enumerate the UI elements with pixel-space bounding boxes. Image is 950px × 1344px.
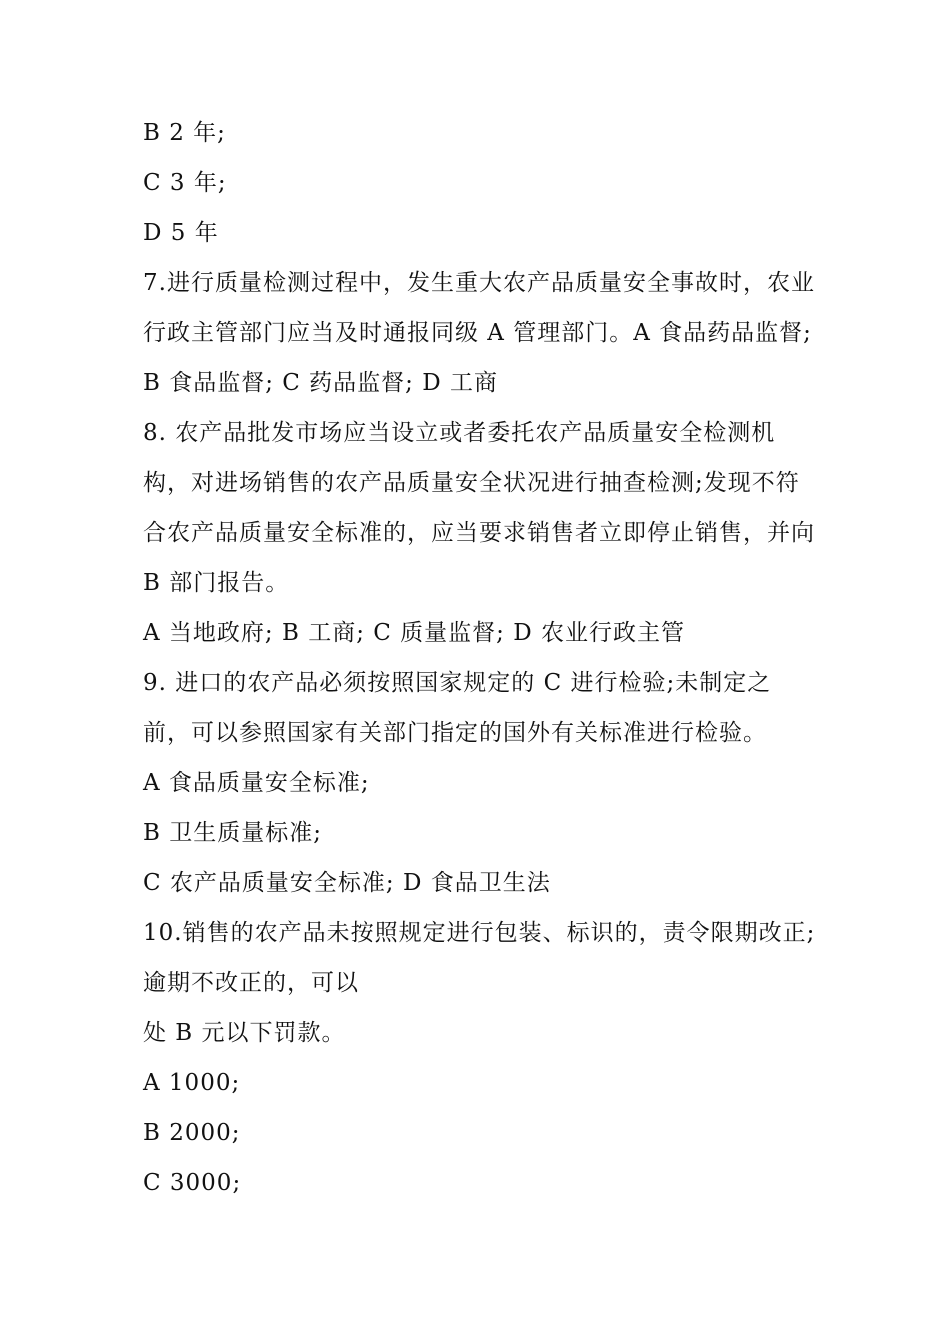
option-b-2-years: B 2 年;	[143, 120, 226, 146]
question-10-line-2: 逾期不改正的，可以	[143, 970, 359, 996]
option-c-3-years: C 3 年;	[143, 170, 227, 196]
question-8-line-1: 8. 农产品批发市场应当设立或者委托农产品质量安全检测机	[143, 420, 776, 446]
question-9-line-2: 前，可以参照国家有关部门指定的国外有关标准进行检验。	[143, 720, 767, 746]
question-9-options-cd: C 农产品质量安全标准; D 食品卫生法	[143, 870, 551, 896]
question-7-line-1: 7.进行质量检测过程中，发生重大农产品质量安全事故时，农业	[143, 270, 815, 296]
question-10-line-1: 10.销售的农产品未按照规定进行包装、标识的，责令限期改正;	[143, 920, 816, 946]
question-10-line-3: 处 B 元以下罚款。	[143, 1020, 346, 1046]
question-7-line-2: 行政主管部门应当及时通报同级 A 管理部门。A 食品药品监督;	[143, 320, 812, 346]
question-9-line-1: 9. 进口的农产品必须按照国家规定的 C 进行检验;未制定之	[143, 670, 772, 696]
question-10-option-a: A 1000;	[143, 1070, 241, 1096]
question-8-options: A 当地政府; B 工商; C 质量监督; D 农业行政主管	[143, 620, 685, 646]
question-10-option-b: B 2000;	[143, 1120, 241, 1146]
option-d-5-years: D 5 年	[143, 220, 219, 246]
question-9-option-a: A 食品质量安全标准;	[143, 770, 370, 796]
question-8-line-2: 构，对进场销售的农产品质量安全状况进行抽查检测;发现不符	[143, 470, 800, 496]
question-8-line-4: B 部门报告。	[143, 570, 290, 596]
question-8-line-3: 合农产品质量安全标准的，应当要求销售者立即停止销售，并向	[143, 520, 815, 546]
question-9-option-b: B 卫生质量标准;	[143, 820, 322, 846]
question-10-option-c: C 3000;	[143, 1170, 242, 1196]
document-body	[143, 108, 833, 1208]
question-7-options: B 食品监督; C 药品监督; D 工商	[143, 370, 498, 396]
